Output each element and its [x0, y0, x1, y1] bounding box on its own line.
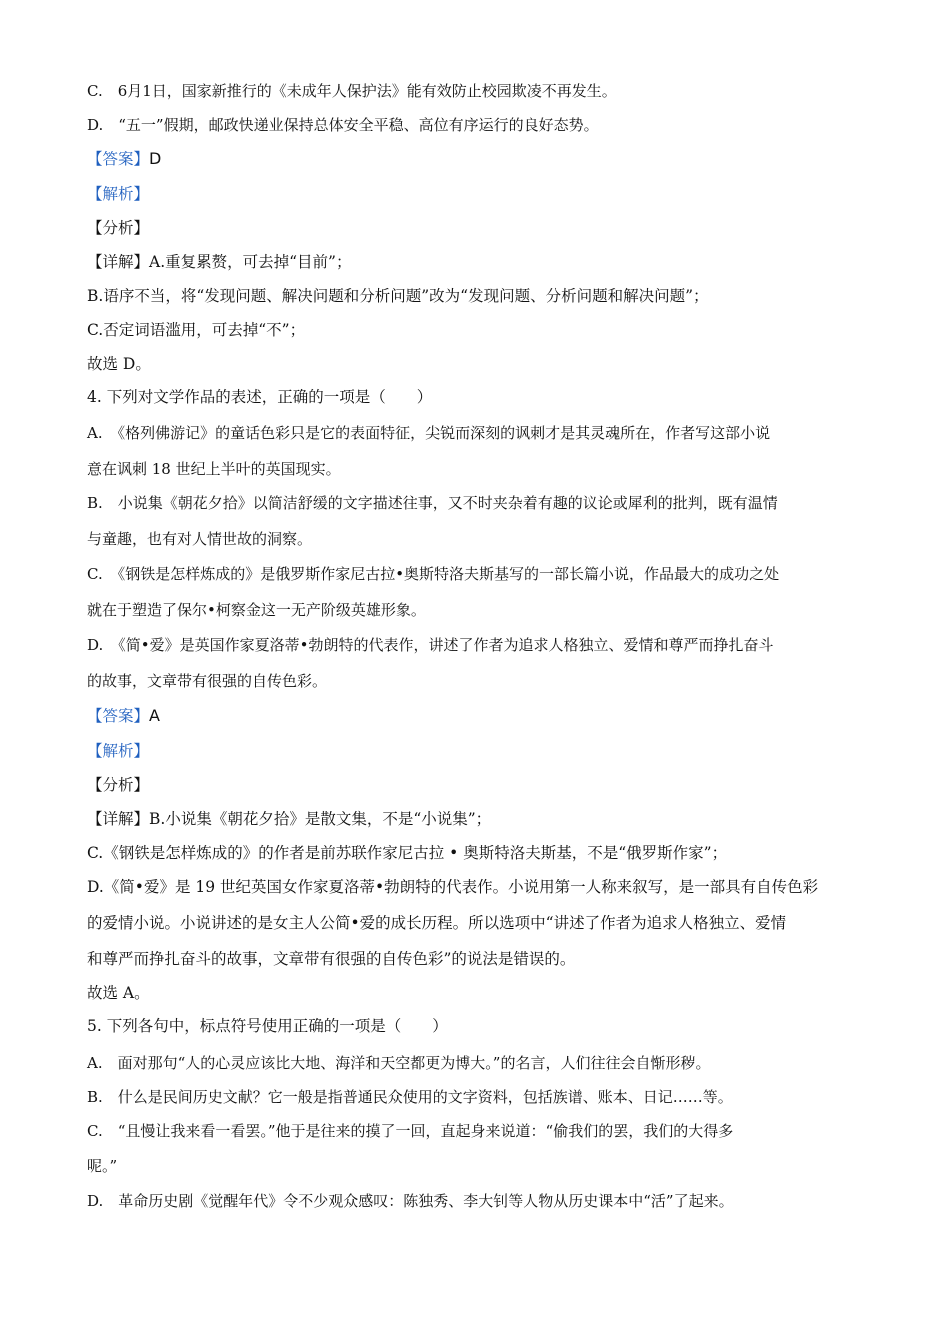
- q4-detail-4: 的爱情小说。小说讲述的是女主人公简•爱的成长历程。所以选项中“讲述了作者为追求人格独立、爱情: [87, 914, 787, 932]
- q4-conclusion: 故选 A。: [87, 984, 150, 1002]
- q3-detail-1: 【详解】A.重复累赘，可去掉“目前”；: [87, 253, 352, 271]
- q4-detail-3: D.《简•爱》是 19 世纪英国女作家夏洛蒂•勃朗特的代表作。小说用第一人称来叙写，是一部具有自传色彩: [87, 878, 819, 896]
- q4-detail-1: 【详解】B.小说集《朝花夕拾》是散文集，不是“小说集”；: [87, 810, 492, 828]
- q3-fenxi: 【分析】: [87, 219, 150, 237]
- q5-option-c-line-1: C. “且慢让我来看一看罢。”他于是往来的摸了一回，直起身来说道：“偷我们的罢，我们的大得多: [87, 1122, 734, 1140]
- q4-analysis-label: 【解析】: [87, 742, 150, 760]
- q3-detail-3: C.否定词语滥用，可去掉“不”；: [87, 321, 306, 339]
- answer-label: 【答案】: [87, 150, 150, 168]
- q4-option-c-line-1: C. 《钢铁是怎样炼成的》是俄罗斯作家尼古拉•奥斯特洛夫斯基写的一部长篇小说，作品最大的成功之处: [87, 565, 780, 583]
- q3-detail-2: B.语序不当，将“发现问题、解决问题和分析问题”改为“发现问题、分析问题和解决问题”；: [87, 287, 709, 305]
- q4-option-d-line-2: 的故事，文章带有很强的自传色彩。: [87, 672, 328, 690]
- q4-detail-5: 和尊严而挣扎奋斗的故事，文章带有很强的自传色彩”的说法是错误的。: [87, 950, 576, 968]
- q3-answer: [87, 148, 161, 170]
- answer-value: D: [149, 149, 162, 168]
- q5-option-a: A. 面对那句“人的心灵应该比大地、海洋和天空都更为博大。”的名言，人们往往会自惭形秽。: [87, 1054, 711, 1072]
- q5-option-d: D. 革命历史剧《觉醒年代》令不少观众感叹：陈独秀、李大钊等人物从历史课本中“活”了起来。: [87, 1192, 734, 1210]
- q3-option-d: D. “五一”假期，邮政快递业保持总体安全平稳、高位有序运行的良好态势。: [87, 116, 599, 134]
- q3-analysis-label: 【解析】: [87, 185, 150, 203]
- q4-option-c-line-2: 就在于塑造了保尔•柯察金这一无产阶级英雄形象。: [87, 601, 426, 619]
- q4-fenxi: 【分析】: [87, 776, 150, 794]
- q4-option-b-line-2: 与童趣，也有对人情世故的洞察。: [87, 530, 313, 548]
- q5-stem: 5. 下列各句中，标点符号使用正确的一项是（ ）: [87, 1017, 448, 1035]
- q4-stem: 4. 下列对文学作品的表述，正确的一项是（ ）: [87, 388, 433, 406]
- q3-conclusion: 故选 D。: [87, 355, 151, 373]
- q4-option-d-line-1: D. 《简•爱》是英国作家夏洛蒂•勃朗特的代表作，讲述了作者为追求人格独立、爱情和尊严而挣扎奋斗: [87, 636, 774, 654]
- q5-option-c-line-2: 呢。”: [87, 1157, 118, 1175]
- q4-answer: [87, 705, 160, 727]
- answer-value: A: [149, 706, 160, 725]
- q4-option-a-line-1: A. 《格列佛游记》的童话色彩只是它的表面特征，尖锐而深刻的讽刺才是其灵魂所在，作者写这部小说: [87, 424, 771, 442]
- answer-label: 【答案】: [87, 707, 150, 725]
- q3-option-c: C. 6月1日，国家新推行的《未成年人保护法》能有效防止校园欺凌不再发生。: [87, 82, 617, 100]
- q4-detail-2: C.《钢铁是怎样炼成的》的作者是前苏联作家尼古拉 • 奥斯特洛夫斯基，不是“俄罗斯作家”；: [87, 844, 728, 862]
- q4-option-a-line-2: 意在讽刺 18 世纪上半叶的英国现实。: [87, 460, 341, 478]
- q5-option-b: B. 什么是民间历史文献？它一般是指普通民众使用的文字资料，包括族谱、账本、日记……等。: [87, 1088, 733, 1106]
- q4-option-b-line-1: B. 小说集《朝花夕拾》以简洁舒缓的文字描述往事，又不时夹杂着有趣的议论或犀利的批判，既有温情: [87, 494, 778, 512]
